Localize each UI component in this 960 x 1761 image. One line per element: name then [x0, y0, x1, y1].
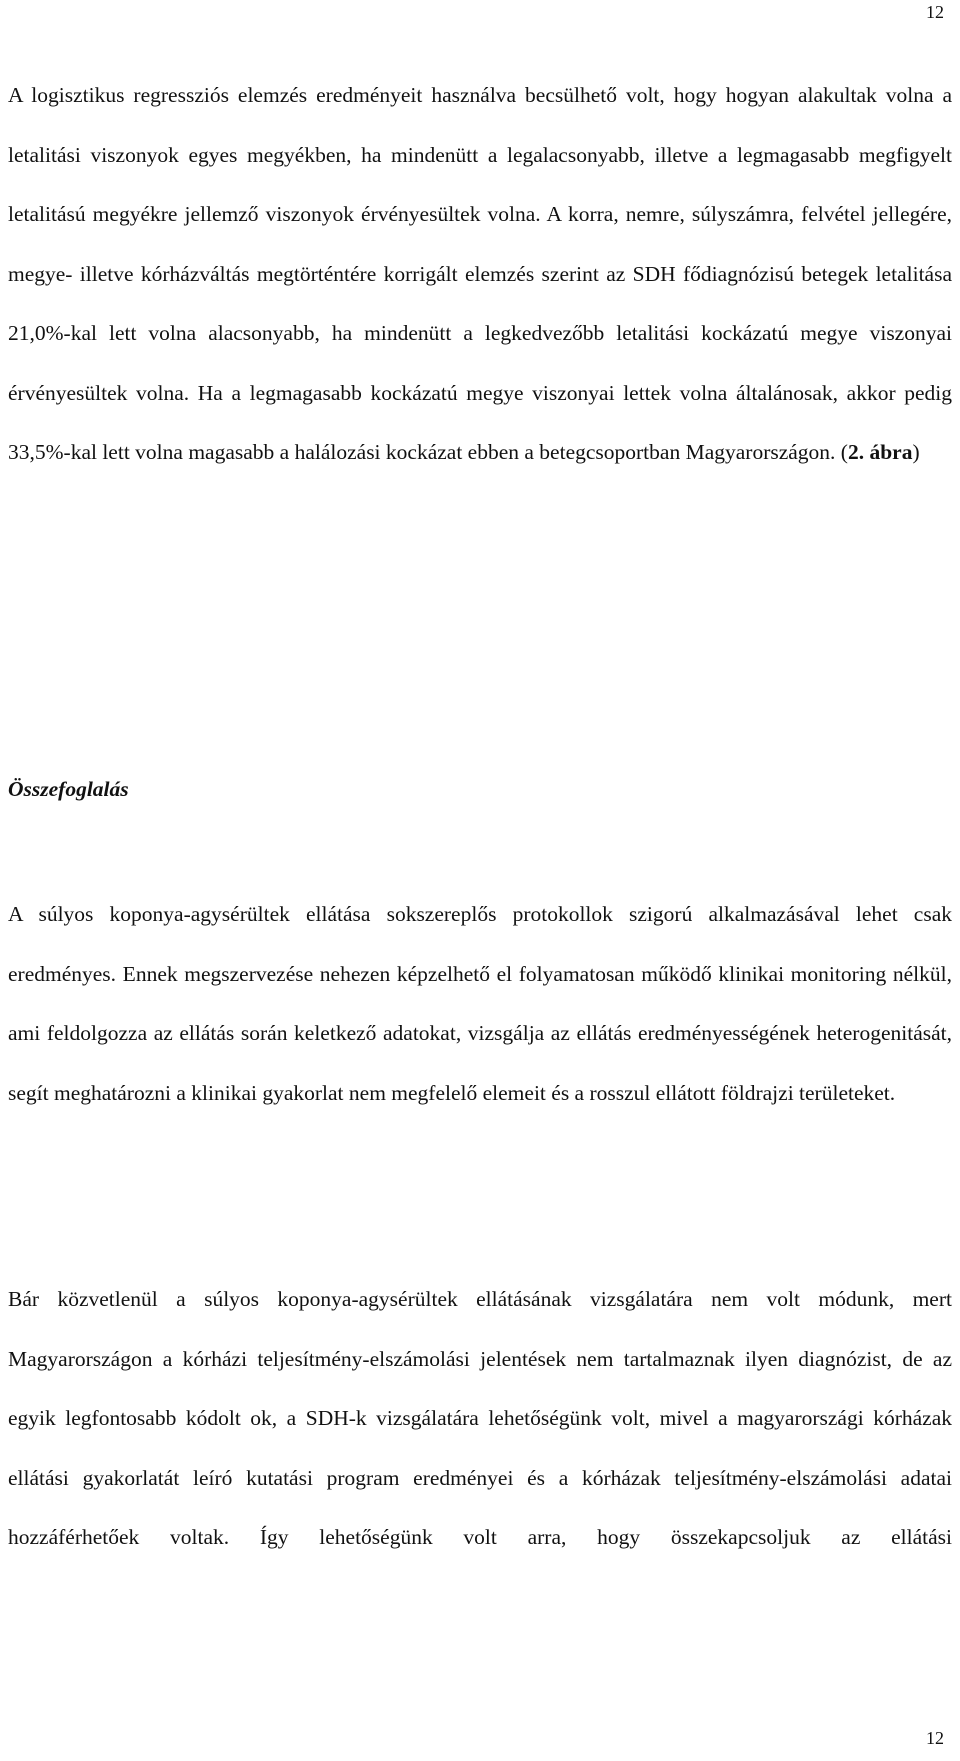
paragraph-logistic-regression: [8, 66, 952, 483]
section-heading-summary: Összefoglalás: [8, 777, 129, 801]
paragraph-text: A logisztikus regressziós elemzés eredményeit használva becsülhető volt, hogy hogyan alakultak volna a letalitási viszonyok egyes megyékben, ha mindenütt a legalacsonyabb, illetve a legmagasabb megfigyelt letalitású megyékre jellemző viszonyok érvényesültek volna. A korra, nemre, súlyszámra, felvétel jellegére, megye- illetve kórházváltás megtörténtére korrigált elemzés szerint az SDH fődiagnózisú betegek letalitása 21,0%-kal lett volna alacsonyabb, ha mindenütt a legkedvezőbb letalitási kockázatú megye viszonyai érvényesültek volna. Ha a legmagasabb kockázatú megye viszonyai lettek volna általánosak, akkor pedig 33,5%-kal lett volna magasabb a halálozási kockázat ebben a betegcsoportban Magyarországon. (: [8, 83, 952, 464]
paragraph-sdh-study: Bár közvetlenül a súlyos koponya-agysérültek ellátásának vizsgálatára nem volt módunk, mert Magyarországon a kórházi teljesítmény-elszámolási jelentések nem tartalmaznak ilyen diagnózist, de az egyik legfontosabb kódolt ok, a SDH-k vizsgálatára lehetőségünk volt, mivel a magyarországi kórházak ellátási gyakorlatát leíró kutatási program eredményei és a kórházak teljesítmény-elszámolási adatai hozzáférhetőek voltak. Így lehetőségünk volt arra, hogy összekapcsoljuk az ellátási: [8, 1287, 952, 1549]
page-number-top: 12: [926, 2, 944, 22]
paragraph-summary: A súlyos koponya-agysérültek ellátása sokszereplős protokollok szigorú alkalmazásával lehet csak eredményes. Ennek megszervezése nehezen képzelhető el folyamatosan működő klinikai monitoring nélkül, ami feldolgozza az ellátás során keletkező adatokat, vizsgálja az ellátás eredményességének heterogenitását, segít meghatározni a klinikai gyakorlat nem megfelelő elemeit és a rosszul ellátott földrajzi területeket.: [8, 902, 952, 1105]
paragraph-closing: ): [912, 440, 920, 464]
page-number-bottom: 12: [926, 1728, 944, 1748]
figure-reference: 2. ábra: [847, 440, 913, 464]
